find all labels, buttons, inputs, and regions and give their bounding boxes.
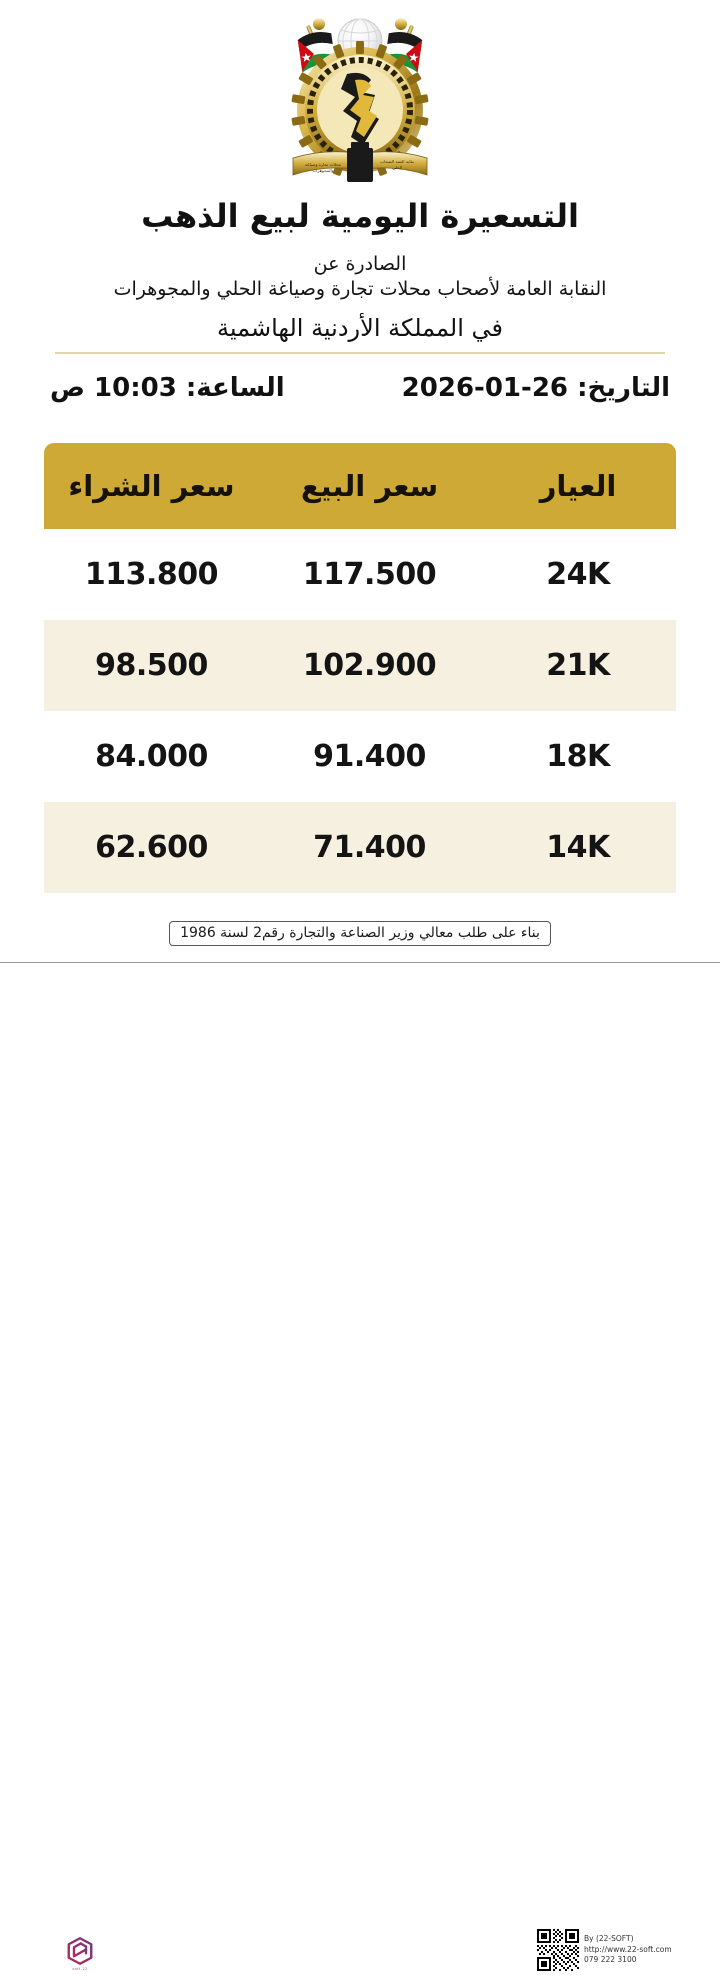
table-row xyxy=(44,802,676,893)
app-logo xyxy=(52,1930,108,1976)
cell-sell-price: 91.400 xyxy=(313,739,426,774)
table-row xyxy=(44,529,676,620)
syndicate-emblem xyxy=(0,6,720,196)
date-value: 26-01-2026 xyxy=(401,373,569,403)
date-label: التاريخ: xyxy=(577,373,670,403)
time-group xyxy=(50,373,285,403)
table-row xyxy=(44,620,676,711)
footer xyxy=(0,963,720,1971)
cell-buy-price: 62.600 xyxy=(95,830,208,865)
syndicate-emblem-icon xyxy=(275,8,445,194)
time-value: 10:03 ص xyxy=(50,373,177,403)
date-time-row xyxy=(40,373,680,403)
cell-karat: 14K xyxy=(546,830,610,865)
time-label: الساعة: xyxy=(185,373,285,403)
svg-text:نقابة العمة الصحاب: نقابة العمة الصحاب xyxy=(380,159,414,164)
svg-text:محلات تجارة وصياغة: محلات تجارة وصياغة xyxy=(305,162,341,167)
vendor-url[interactable]: http://www.22-soft.com xyxy=(584,1944,672,1954)
cell-sell-price: 117.500 xyxy=(302,557,437,592)
svg-text:الحلي: الحلي xyxy=(391,165,403,170)
cell-karat: 21K xyxy=(546,648,610,683)
country-name: في المملكة الأردنية الهاشمية xyxy=(216,314,504,342)
date-group xyxy=(402,373,670,403)
cell-buy-price: 84.000 xyxy=(95,739,208,774)
cell-sell-price: 71.400 xyxy=(313,830,426,865)
vendor-info xyxy=(584,1934,672,1967)
app-logo-text: 22-soft xyxy=(72,1966,88,1971)
issued-by-label: الصادرة عن xyxy=(313,253,407,275)
table-body xyxy=(44,529,676,893)
qr-code-icon xyxy=(537,1929,579,1971)
cell-buy-price: 98.500 xyxy=(95,648,208,683)
cube-logo-icon xyxy=(65,1936,95,1966)
cell-karat: 24K xyxy=(546,557,610,592)
legal-note xyxy=(0,921,720,946)
organization-name: النقابة العامة لأصحاب محلات تجارة وصياغة الحلي والمجوهرات xyxy=(113,278,607,300)
column-header-buy-price: سعر الشراء xyxy=(68,468,235,503)
vendor-credit xyxy=(537,1929,672,1971)
legal-note-text: بناء على طلب معالي وزير الصناعة والتجارة رقم2 لسنة 1986 xyxy=(169,921,551,946)
vendor-phone: 079 222 3100 xyxy=(584,1955,637,1965)
cell-buy-price: 113.800 xyxy=(84,557,219,592)
vendor-by: By (22-SOFT) xyxy=(584,1933,634,1943)
svg-text:والمجوهرات: والمجوهرات xyxy=(312,168,334,173)
page-title: التسعيرة اليومية لبيع الذهب xyxy=(141,197,579,235)
table-header-row xyxy=(44,443,676,529)
column-header-sell-price: سعر البيع xyxy=(300,468,439,503)
cell-karat: 18K xyxy=(546,739,610,774)
column-header-karat: العيار xyxy=(539,468,617,503)
table-row xyxy=(44,711,676,802)
header-divider xyxy=(55,352,665,354)
gold-price-table xyxy=(44,443,676,893)
cell-sell-price: 102.900 xyxy=(302,648,437,683)
